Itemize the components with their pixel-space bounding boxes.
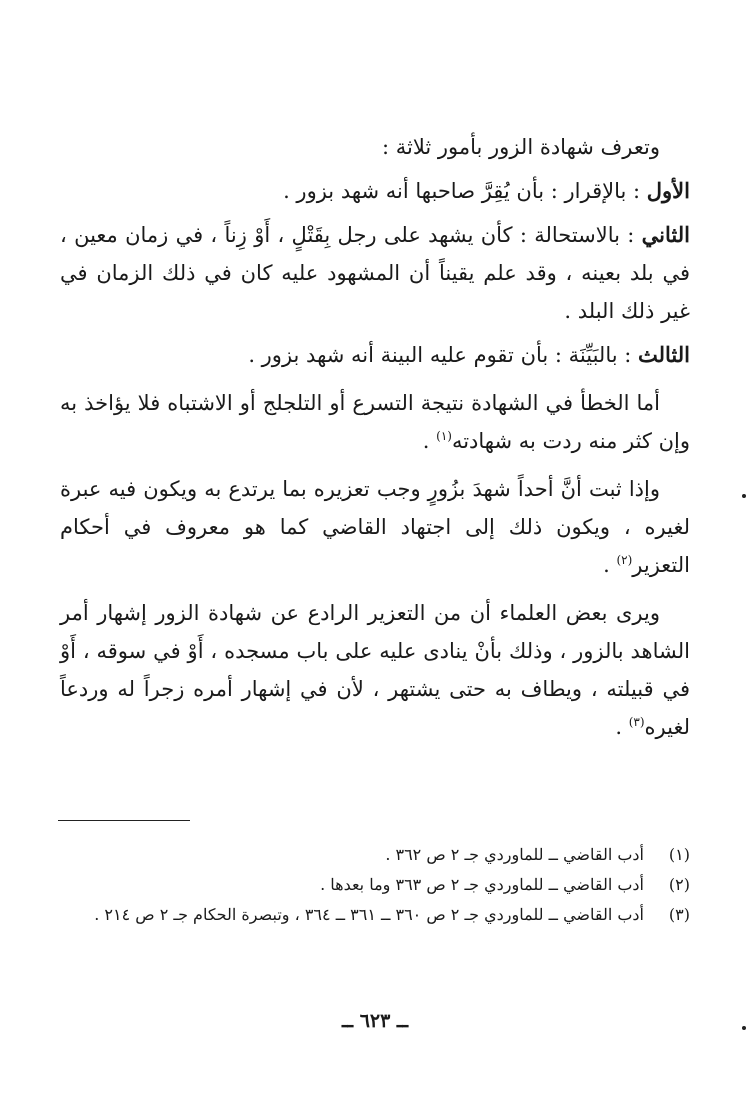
intro-paragraph [60, 128, 690, 166]
paragraph-publicize [60, 594, 690, 746]
footnote-2 [60, 870, 690, 900]
footnote-2-text: أدب القاضي ــ للماوردي جـ ٢ ص ٣٦٣ وما بعدها . [320, 875, 644, 894]
item-first-lead: الأول [646, 178, 690, 203]
footnote-1-text: أدب القاضي ــ للماوردي جـ ٢ ص ٣٦٢ . [385, 845, 644, 864]
item-second [60, 216, 690, 330]
footnote-separator [58, 820, 190, 821]
footnote-3-text: أدب القاضي ــ للماوردي جـ ٢ ص ٣٦٠ ــ ٣٦١ ــ ٣٦٤ ، وتبصرة الحكام جـ ٢ ص ٢١٤ . [94, 905, 644, 924]
footnotes [60, 840, 690, 930]
item-first-text: : بالإقرار : بأن يُقِرَّ صاحبها أنه شهد بزور . [283, 179, 647, 203]
item-third [60, 336, 690, 374]
item-second-text: : بالاستحالة : كأن يشهد على رجل بِقَتْلٍ ، أَوْ زِناً ، في زمان معين ، في بلد بعينه ، وقد علم يقيناً أن المشهود عليه كان في ذلك الزمان في غير ذلك البلد . [60, 223, 690, 323]
paragraph-punishment-text: وإذا ثبت أنَّ أحداً شهدَ بزُورٍ وجب تعزيره بما يرتدع به ويكون فيه عبرة لغيره ، ويكون ذلك إلى اجتهاد القاضي كما هو معروف في أحكام التعزير [60, 477, 690, 577]
item-third-lead: الثالث [638, 342, 690, 367]
paragraph-publicize-text: ويرى بعض العلماء أن من التعزير الرادع عن شهادة الزور إشهار أمر الشاهد بالزور ، وذلك بأنْ ينادى عليه على باب مسجده ، أَوْ في سوقه ، أَوْ في قبيلته ، ويطاف به حتى يشتهر ، لأن في إشهار أمره زجراً له وردعاً لغيره [60, 601, 690, 739]
footnote-ref-3: (٣) [628, 715, 645, 729]
footnote-1-number: (١) [668, 845, 690, 864]
paragraph-publicize-end: . [615, 715, 629, 739]
main-text [60, 128, 690, 746]
paragraph-error [60, 384, 690, 460]
margin-mark [742, 494, 746, 498]
footnote-3-number: (٣) [668, 905, 690, 924]
footnote-2-number: (٢) [668, 875, 690, 894]
paragraph-punishment [60, 470, 690, 584]
page-number: ــ ٦٢٣ ــ [341, 1010, 409, 1032]
intro-text: وتعرف شهادة الزور بأمور ثلاثة : [381, 135, 660, 159]
item-first [60, 172, 690, 210]
footnote-ref-1: (١) [436, 429, 452, 443]
margin-mark [742, 1026, 746, 1030]
item-second-lead: الثاني [641, 222, 690, 247]
paragraph-error-text: أما الخطأ في الشهادة نتيجة التسرع أو التلجلج أو الاشتباه فلا يؤاخذ به وإن كثر منه ردت به شهادته [60, 391, 690, 453]
footnote-3 [60, 900, 690, 930]
paragraph-error-end: . [422, 429, 437, 453]
footnote-ref-2: (٢) [616, 553, 633, 567]
item-third-text: : بالبَيِّنَة : بأن تقوم عليه البينة أنه شهد بزور . [248, 343, 638, 367]
paragraph-punishment-end: . [603, 553, 617, 577]
footnote-1 [60, 840, 690, 870]
